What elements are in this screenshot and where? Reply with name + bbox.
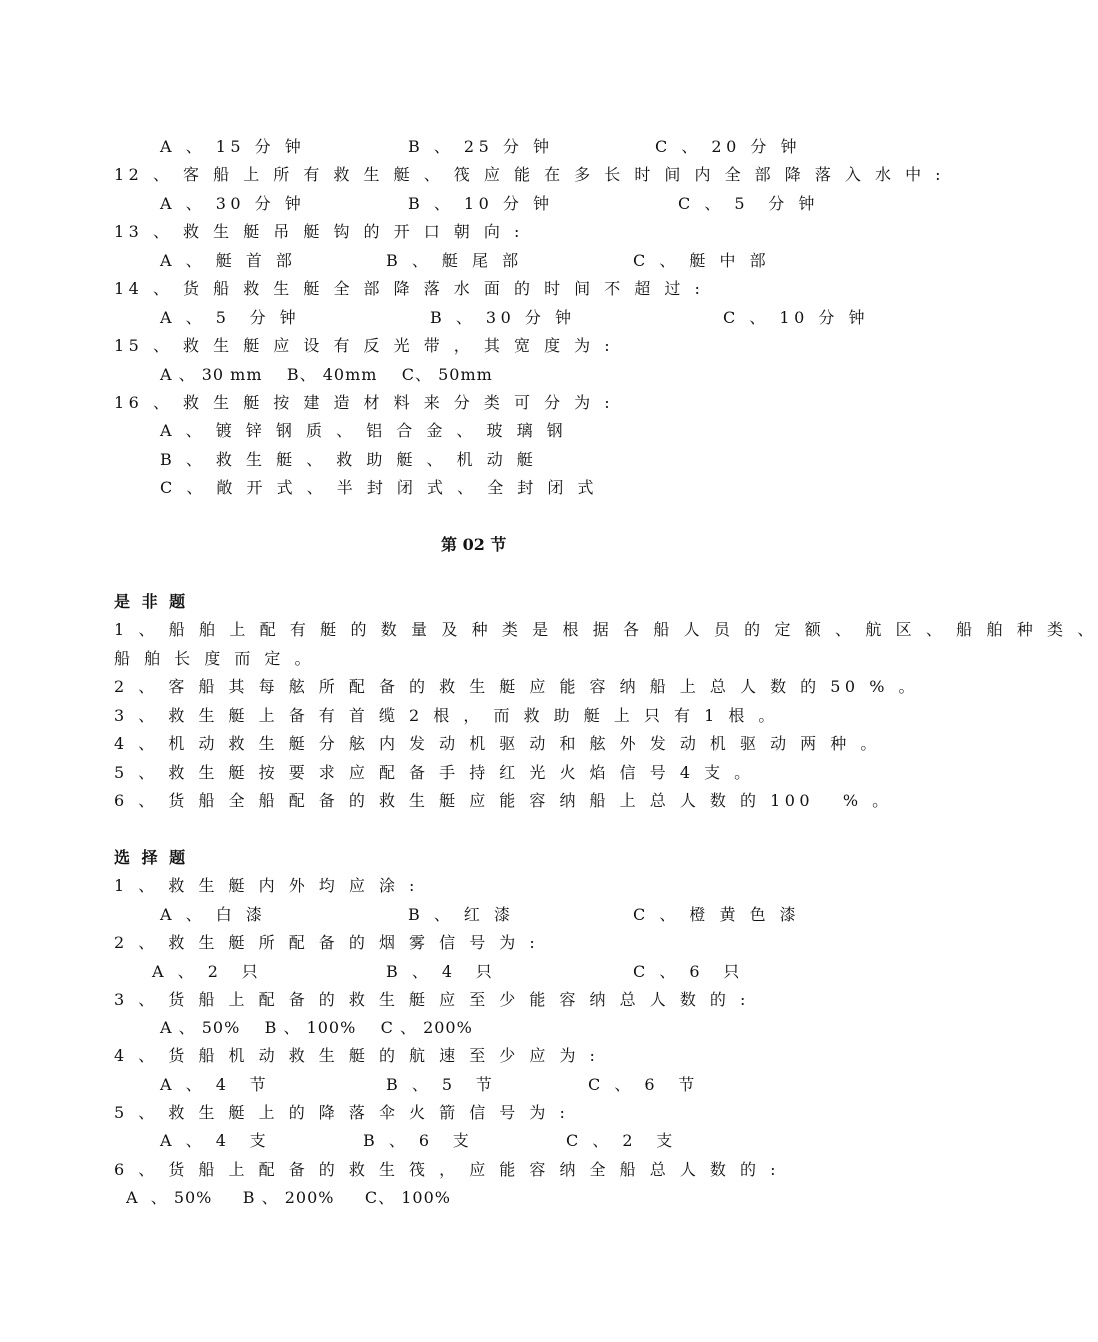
question-12: 12 、 客 船 上 所 有 救 生 艇 、 筏 应 能 在 多 长 时 间 内 全 部 降 落 入 水 中 : [114,165,946,184]
q11-option-a: A 、 15 分 钟 [160,137,306,156]
tf-item-2: 2 、 客 船 其 每 舷 所 配 备 的 救 生 艇 应 能 容 纳 船 上 总 人 数 的 50 % 。 [114,677,919,696]
true-false-heading: 是 非 题 [114,592,189,611]
mc-q6-options: A 、 50% B 、 200% C、 100% [126,1188,451,1207]
q14-option-c: C 、 10 分 钟 [723,308,869,327]
question-15: 15 、 救 生 艇 应 设 有 反 光 带 ， 其 宽 度 为 : [114,336,615,355]
tf-item-3: 3 、 救 生 艇 上 备 有 首 缆 2 根 ， 而 救 助 艇 上 只 有 1 根 。 [114,706,779,725]
q14-option-b: B 、 30 分 钟 [430,308,576,327]
tf-item-1: 1 、 船 舶 上 配 有 艇 的 数 量 及 种 类 是 根 据 各 船 人 员 的 定 额 、 航 区 、 船 舶 种 类 、 [114,620,1098,639]
multiple-choice-heading: 选 择 题 [114,848,189,867]
mc-q5-option-c: C 、 2 支 [566,1131,677,1150]
mc-q3-options: A 、 50% B 、 100% C 、 200% [160,1018,473,1037]
mc-question-3: 3 、 货 船 上 配 备 的 救 生 艇 应 至 少 能 容 纳 总 人 数 的 : [114,990,750,1009]
mc-q2-option-c: C 、 6 只 [633,962,744,981]
mc-q1-option-b: B 、 红 漆 [408,905,515,924]
mc-question-5: 5 、 救 生 艇 上 的 降 落 伞 火 箭 信 号 为 : [114,1103,570,1122]
mc-q1-option-a: A 、 白 漆 [160,905,267,924]
q11-option-c: C 、 20 分 钟 [655,137,801,156]
q13-option-a: A 、 艇 首 部 [160,251,297,270]
mc-q2-option-b: B 、 4 只 [386,962,497,981]
mc-q4-option-a: A 、 4 节 [160,1075,271,1094]
mc-question-4: 4 、 货 船 机 动 救 生 艇 的 航 速 至 少 应 为 : [114,1046,600,1065]
q13-option-b: B 、 艇 尾 部 [386,251,523,270]
tf-item-1-cont: 船 舶 长 度 而 定 。 [114,649,316,668]
tf-item-5: 5 、 救 生 艇 按 要 求 应 配 备 手 持 红 光 火 焰 信 号 4 支 。 [114,763,755,782]
question-14: 14 、 货 船 救 生 艇 全 部 降 落 水 面 的 时 间 不 超 过 : [114,279,705,298]
question-16: 16 、 救 生 艇 按 建 造 材 料 来 分 类 可 分 为 : [114,393,615,412]
q12-option-a: A 、 30 分 钟 [160,194,306,213]
q15-options: A 、 30 mm B、 40mm C、 50mm [160,365,493,384]
mc-q5-option-b: B 、 6 支 [363,1131,474,1150]
mc-question-1: 1 、 救 生 艇 内 外 均 应 涂 : [114,876,419,895]
mc-q4-option-b: B 、 5 节 [386,1075,497,1094]
q14-option-a: A 、 5 分 钟 [160,308,301,327]
q16-option-a: A 、 镀 锌 钢 质 、 铝 合 金 、 玻 璃 钢 [160,421,568,440]
tf-item-4: 4 、 机 动 救 生 艇 分 舷 内 发 动 机 驱 动 和 舷 外 发 动 机 驱 动 两 种 。 [114,734,881,753]
mc-q1-option-c: C 、 橙 黄 色 漆 [633,905,801,924]
mc-q5-option-a: A 、 4 支 [160,1131,271,1150]
q16-option-b: B 、 救 生 艇 、 救 助 艇 、 机 动 艇 [160,450,538,469]
mc-question-6: 6 、 货 船 上 配 备 的 救 生 筏 ， 应 能 容 纳 全 船 总 人 数 的 : [114,1160,780,1179]
section-title: 第 02 节 [441,535,507,554]
question-13: 13 、 救 生 艇 吊 艇 钩 的 开 口 朝 向 : [114,222,524,241]
q13-option-c: C 、 艇 中 部 [633,251,771,270]
tf-item-6: 6 、 货 船 全 船 配 备 的 救 生 艇 应 能 容 纳 船 上 总 人 数 的 100 % 。 [114,791,893,810]
q12-option-c: C 、 5 分 钟 [678,194,819,213]
q16-option-c: C 、 敞 开 式 、 半 封 闭 式 、 全 封 闭 式 [160,478,598,497]
mc-q2-option-a: A 、 2 只 [152,962,263,981]
mc-question-2: 2 、 救 生 艇 所 配 备 的 烟 雾 信 号 为 : [114,933,540,952]
q11-option-b: B 、 25 分 钟 [408,137,554,156]
q12-option-b: B 、 10 分 钟 [408,194,554,213]
mc-q4-option-c: C 、 6 节 [588,1075,699,1094]
